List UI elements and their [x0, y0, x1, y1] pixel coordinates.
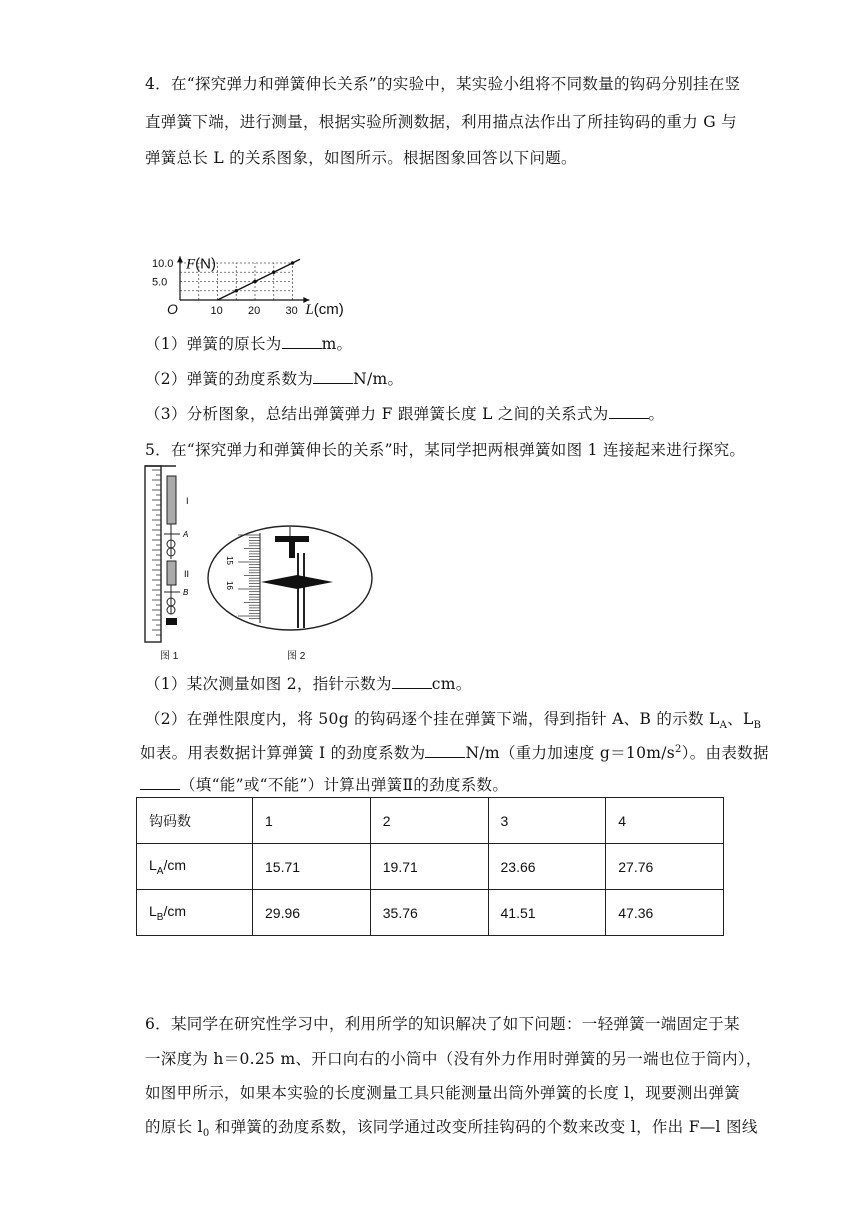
q5-figure-2: [205, 523, 375, 633]
origin-label: O: [167, 301, 178, 317]
answer-blank[interactable]: [392, 674, 432, 689]
table-row-label: $L_B/cm$: [137, 890, 253, 936]
data-point: [253, 280, 257, 284]
graph-labels: [152, 255, 344, 318]
q4-graph: [152, 166, 375, 326]
table-cell: 15.71: [253, 844, 371, 890]
answer-blank[interactable]: [609, 404, 649, 419]
q4-sub1: （1）弹簧的原长为 m。: [145, 335, 353, 353]
q4-line-1: 4．在“探究弹力和弹簧伸长关系”的实验中，某实验小组将不同数量的钩码分别挂在竖: [145, 75, 741, 93]
q4-line-3: 弹簧总长 L 的关系图象，如图所示。根据图象回答以下问题。: [145, 149, 577, 167]
table-cell: 钩码数: [137, 798, 253, 844]
data-point: [272, 270, 276, 274]
label-spring-II: II: [184, 569, 190, 579]
answer-blank[interactable]: [282, 334, 322, 349]
hook-weight: [166, 618, 177, 625]
y-axis-label: F(N): [186, 255, 216, 273]
table-cell: 29.96: [253, 890, 371, 936]
table-cell: 3: [488, 798, 606, 844]
answer-blank[interactable]: [425, 743, 465, 758]
q6-line-2: 一深度为 h＝0.25 m、开口向右的小筒中（没有外力作用时弹簧的另一端也位于筒内），: [145, 1050, 762, 1068]
y-tick-label: 5.0: [152, 276, 168, 289]
spring-II: [167, 561, 176, 585]
q5-sub1: （1）某次测量如图 2，指针示数为 cm。: [145, 675, 472, 693]
table-row: [137, 844, 724, 890]
label-point-B: B: [183, 588, 189, 597]
data-point: [291, 261, 295, 265]
fig2-caption: 图 2: [287, 651, 306, 662]
table-cell: 41.51: [488, 890, 606, 936]
fig1-caption: 图 1: [160, 651, 179, 662]
table-header-row: [137, 798, 724, 844]
x-tick-label: 10: [210, 305, 223, 317]
table-cell: 2: [370, 798, 488, 844]
table-cell: 23.66: [488, 844, 606, 890]
spring-I: [167, 476, 176, 524]
answer-blank[interactable]: [140, 775, 180, 790]
label-point-A: A: [183, 530, 189, 539]
table-row: [137, 890, 724, 936]
answer-blank[interactable]: [313, 369, 353, 384]
scale-label-16: 16: [225, 581, 234, 590]
x-tick-label: 30: [285, 305, 298, 317]
q4-line-2: 直弹簧下端，进行测量，根据实验所测数据，利用描点法作出了所挂钩码的重力 G 与: [145, 113, 737, 131]
data-line: [218, 259, 301, 300]
table-cell: 4: [606, 798, 724, 844]
y-axis-arrow: [177, 256, 183, 262]
data-table: [136, 797, 724, 936]
table-cell: 47.36: [606, 890, 724, 936]
q5-sub2-line1: （2）在弹性限度内，将 50g 的钩码逐个挂在弹簧下端，得到指针 A、B 的示数 $L_A$、$L_B$: [145, 710, 762, 732]
table-cell: 27.76: [606, 844, 724, 890]
table-cell: 19.71: [370, 844, 488, 890]
ruler: [145, 466, 161, 642]
label-spring-I: I: [186, 496, 189, 506]
y-tick-label: 10.0: [152, 258, 174, 270]
q6-line-3: 如图甲所示，如果本实验的长度测量工具只能测量出筒外弹簧的长度 l，现要测出弹簧: [145, 1084, 741, 1102]
x-axis-label: L(cm): [305, 301, 344, 318]
q4-sub2: （2）弹簧的劲度系数为 N/m。: [145, 370, 404, 388]
table-cell: 35.76: [370, 890, 488, 936]
q5-sub2-line2: 如表。用表数据计算弹簧 I 的劲度系数为 N/m（重力加速度 $g=10m/s^2$）。由表数据: [140, 743, 769, 762]
q6-line-4: 的原长 $l_0$ 和弹簧的劲度系数，该同学通过改变所挂钩码的个数来改变 l，作出 F—l 图线: [145, 1118, 758, 1140]
table-row-label: $L_A/cm$: [137, 844, 253, 890]
table-cell: 1: [253, 798, 371, 844]
q6-line-1: 6．某同学在研究性学习中，利用所学的知识解决了如下问题：一轻弹簧一端固定于某: [145, 1015, 740, 1033]
q4-sub3: （3）分析图象，总结出弹簧弹力 F 跟弹簧长度 L 之间的关系式为 。: [145, 405, 665, 423]
graph-series: [218, 259, 301, 300]
q5-figure-1: [140, 464, 200, 654]
scale-label-15: 15: [225, 556, 234, 565]
x-tick-label: 20: [248, 305, 261, 317]
q5-line-1: 5．在“探究弹力和弹簧伸长的关系”时，某同学把两根弹簧如图 1 连接起来进行探究。: [145, 441, 746, 459]
q5-sub2-line3: （填“能”或“不能”）计算出弹簧Ⅱ的劲度系数。: [140, 773, 508, 795]
data-point: [234, 289, 238, 293]
